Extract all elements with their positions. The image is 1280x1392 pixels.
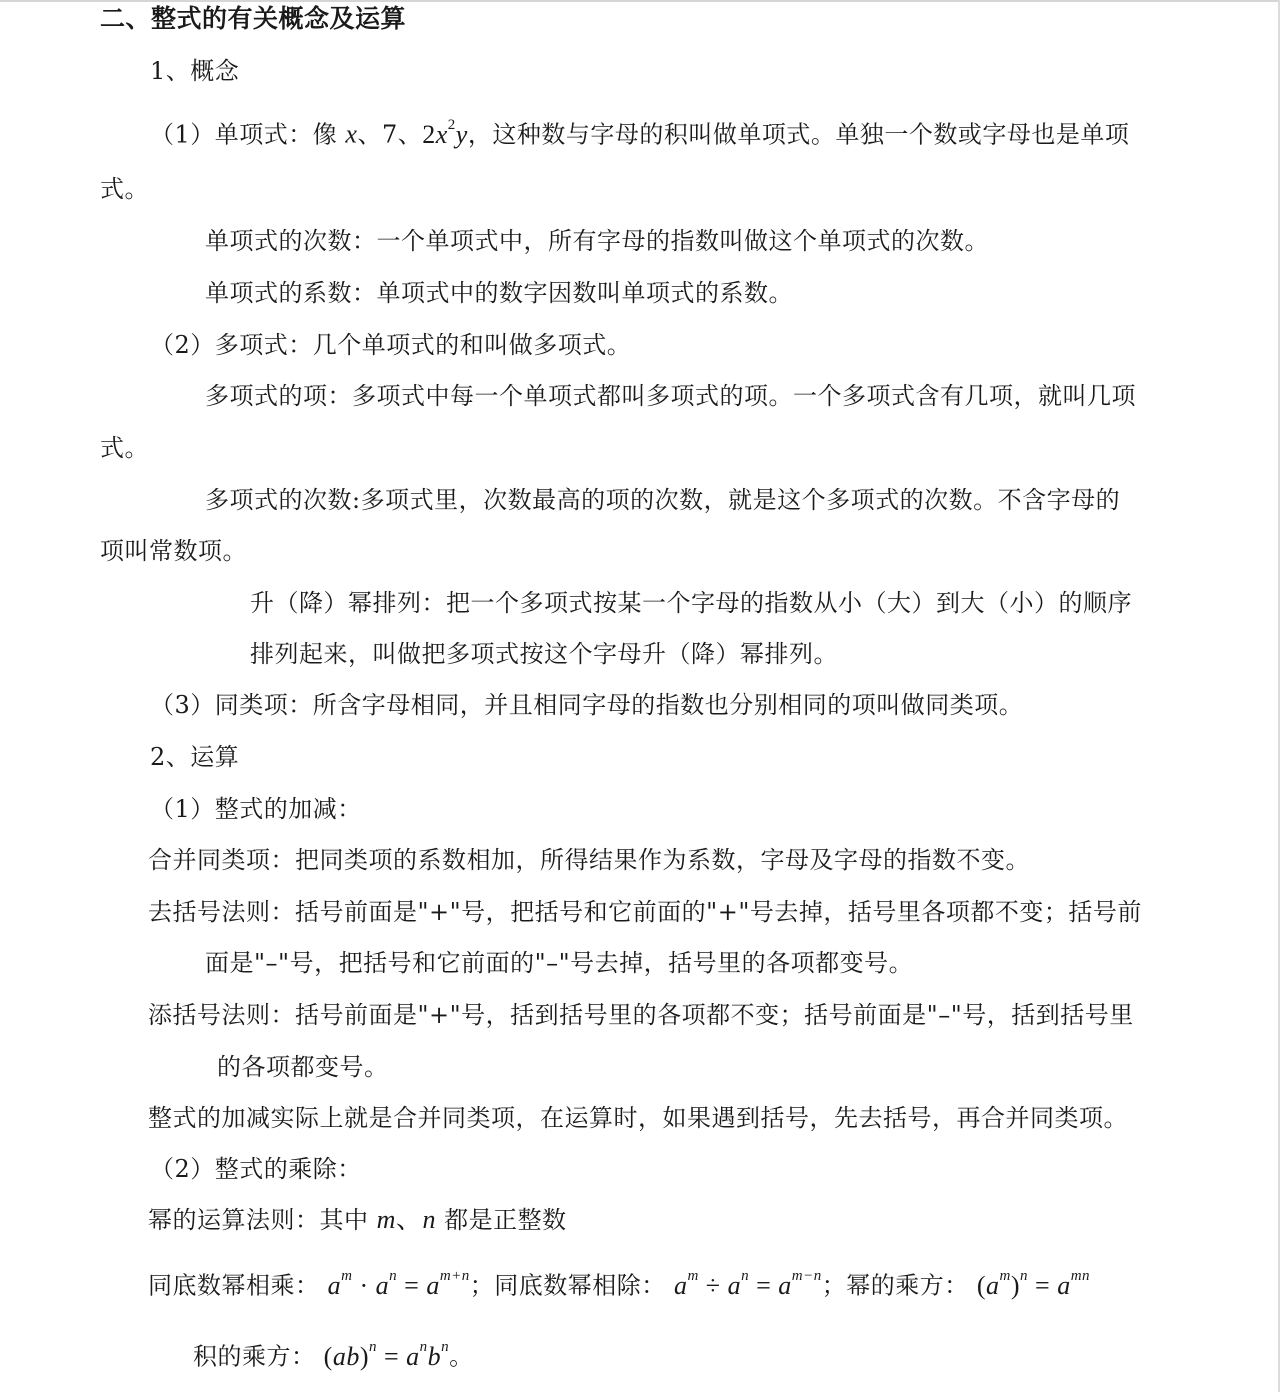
add-parentheses-rule-continuation: 的各项都变号。 (217, 1053, 389, 1081)
polynomial-terms: 多项式的项：多项式中每一个单项式都叫多项式的项。一个多项式含有几项，就叫几项 (205, 382, 1136, 410)
section-title: 二、整式的有关概念及运算 (100, 4, 407, 33)
add-sub-summary: 整式的加减实际上就是合并同类项，在运算时，如果遇到括号，先去括号，再合并同类项。 (148, 1104, 1128, 1132)
monomial-suffix: ，这种数与字母的积叫做单项式。单独一个数或字母也是单项 (467, 120, 1130, 149)
mul-div-heading: （2）整式的乘除： (150, 1155, 362, 1183)
power-of-power-label: ；幂的乘方： (821, 1271, 969, 1300)
operations-heading: 2、运算 (150, 743, 240, 771)
remove-parentheses-rule-continuation: 面是"–"号，把括号和它前面的"–"号去掉，括号里的各项都变号。 (205, 949, 914, 977)
add-sub-heading: （1）整式的加减： (150, 795, 362, 823)
monomial-coefficient: 单项式的系数：单项式中的数字因数叫单项式的系数。 (205, 279, 793, 307)
monomial-definition (150, 114, 1129, 150)
polynomial-terms-continuation: 式。 (100, 434, 149, 462)
monomial-degree: 单项式的次数：一个单项式中，所有字母的指数叫做这个单项式的次数。 (205, 227, 989, 255)
monomial-continuation: 式。 (100, 175, 149, 203)
page-top-edge (0, 0, 1280, 2)
add-parentheses-rule: 添括号法则：括号前面是"+"号，括到括号里的各项都不变；括号前面是"–"号，括到括号里 (148, 1001, 1134, 1029)
product-power-label: 积的乘方： (193, 1342, 316, 1371)
same-base-div-label: ；同底数幂相除： (469, 1271, 666, 1300)
concepts-heading: 1、概念 (150, 57, 240, 85)
monomial-sep: 、7、 (357, 120, 423, 149)
formula-product-power: $(ab)^n = a^nb^n$ (323, 1339, 450, 1371)
power-rules-intro (148, 1205, 567, 1235)
power-rules-formulas (148, 1265, 1090, 1301)
combine-like-terms-rule: 合并同类项：把同类项的系数相加，所得结果作为系数，字母及字母的指数不变。 (148, 846, 1030, 874)
formula-same-base-mul: $a^m \cdot a^n = a^{m+n}$ (327, 1268, 470, 1300)
polynomial-degree-continuation: 项叫常数项。 (100, 537, 247, 565)
math-2x2y: $2x^2y$ (422, 117, 468, 149)
math-x: x (345, 119, 358, 149)
ordering-rule: 升（降）幂排列：把一个多项式按某一个字母的指数从小（大）到大（小）的顺序 (250, 589, 1132, 617)
ordering-rule-continuation: 排列起来，叫做把多项式按这个字母升（降）幂排列。 (250, 640, 838, 668)
formula-same-base-div: $a^m \div a^n = a^{m-n}$ (673, 1268, 822, 1300)
formula-power-of-power: $(a^m)^n = a^{mn}$ (976, 1268, 1091, 1300)
power-rules-prefix: 幂的运算法则：其中 (148, 1206, 369, 1234)
same-base-mul-label: 同底数幂相乘： (148, 1271, 320, 1300)
monomial-prefix: （1）单项式：像 (150, 120, 338, 149)
end-mark: 。 (449, 1342, 474, 1371)
like-terms-definition: （3）同类项：所含字母相同，并且相同字母的指数也分别相同的项叫做同类项。 (150, 691, 1024, 719)
math-m-n: m、n (376, 1205, 436, 1234)
power-rules-suffix: 都是正整数 (444, 1206, 567, 1234)
polynomial-degree: 多项式的次数:多项式里，次数最高的项的次数，就是这个多项式的次数。不含字母的 (205, 486, 1121, 514)
polynomial-definition: （2）多项式：几个单项式的和叫做多项式。 (150, 331, 632, 359)
remove-parentheses-rule: 去括号法则：括号前面是"+"号，把括号和它前面的"+"号去掉，括号里各项都不变；括号前 (148, 898, 1142, 926)
product-power-rule (193, 1336, 474, 1372)
